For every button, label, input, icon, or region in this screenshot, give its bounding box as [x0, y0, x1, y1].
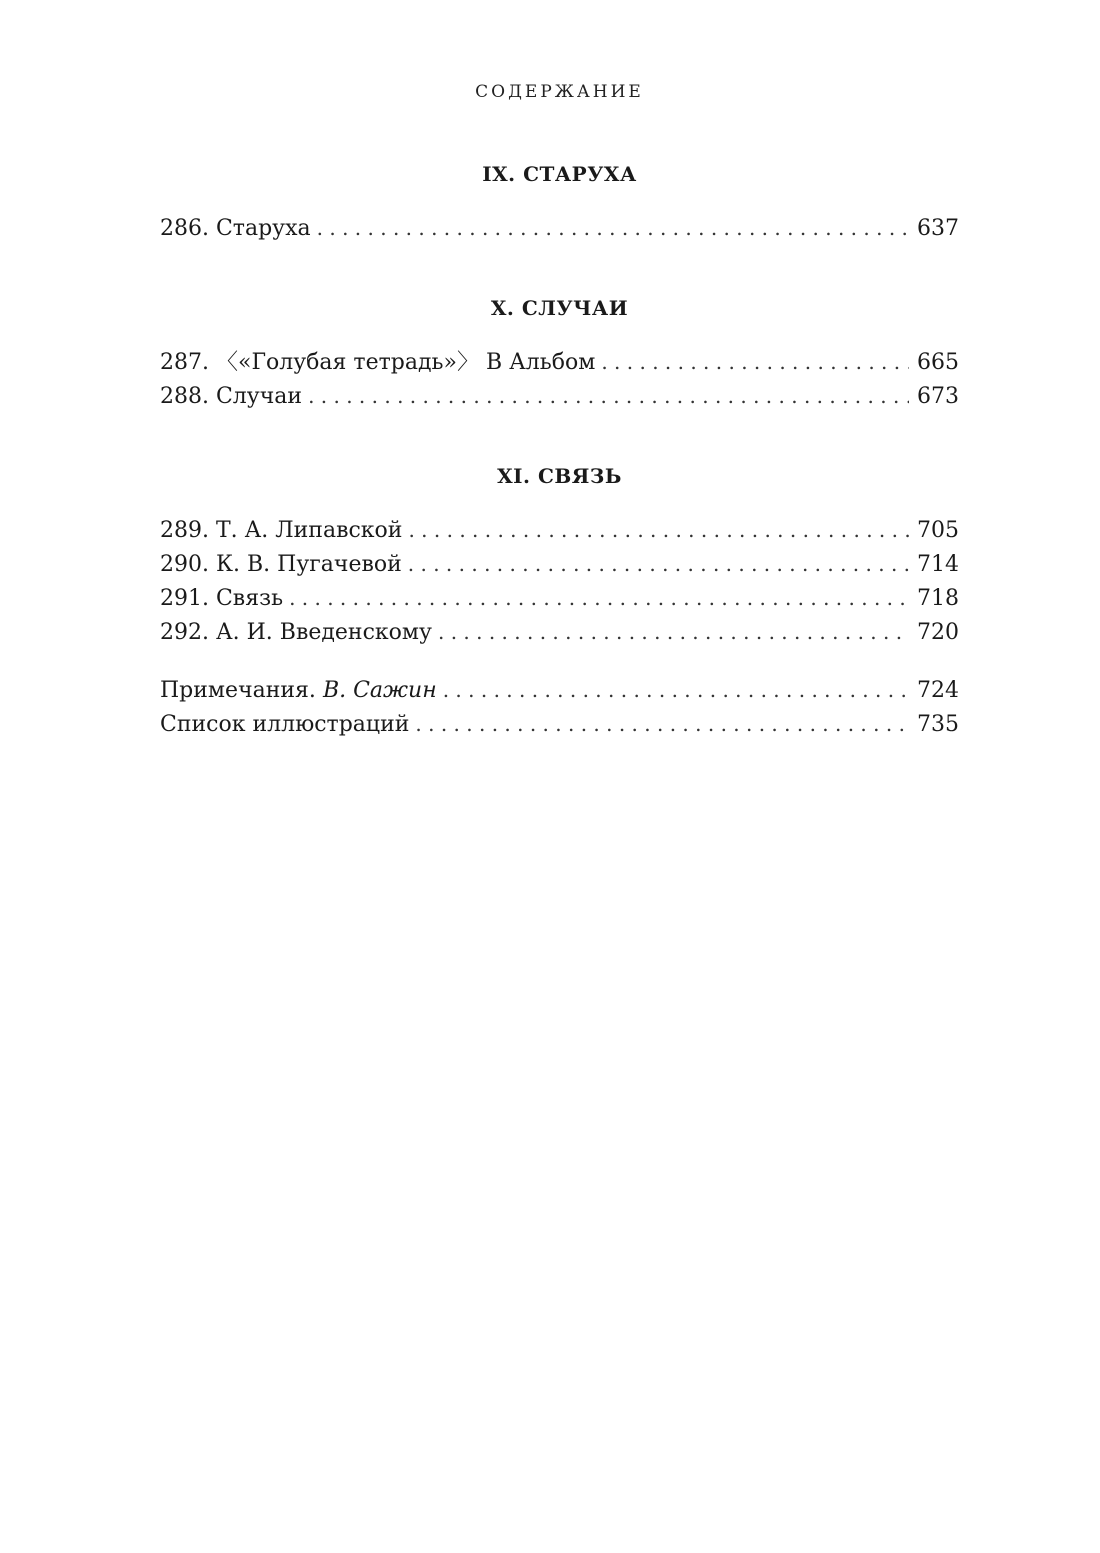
dot-leader — [408, 514, 909, 546]
notes-label: Примечания. — [160, 678, 316, 703]
dot-leader — [438, 616, 909, 648]
toc-entry[interactable] — [160, 380, 959, 412]
section-title: IX. СТАРУХА — [482, 162, 637, 186]
toc-entry[interactable] — [160, 582, 959, 614]
toc-entry[interactable] — [160, 212, 959, 244]
section-title: XI. СВЯЗЬ — [497, 464, 622, 488]
dot-leader — [415, 708, 909, 740]
toc-entry-title: 290. К. В. Пугачевой — [160, 552, 402, 577]
toc-entry-title — [160, 675, 443, 707]
dot-leader — [443, 674, 909, 706]
dot-leader — [408, 548, 909, 580]
section-title: X. СЛУЧАИ — [490, 296, 629, 320]
toc-entry-page: 718 — [917, 586, 959, 611]
notes-author: В. Сажин — [322, 678, 437, 703]
toc-entry-page: 665 — [917, 350, 959, 375]
toc-entry[interactable] — [160, 616, 959, 648]
toc-entry-title: 289. Т. А. Липавской — [160, 518, 403, 543]
toc-entry[interactable] — [160, 346, 959, 378]
dot-leader — [317, 212, 909, 244]
toc-entry-title: Список иллюстраций — [160, 712, 410, 737]
toc-entry-title: 291. Связь — [160, 586, 284, 611]
toc-entry-page: 724 — [917, 678, 959, 703]
toc-entry-page: 637 — [917, 216, 959, 241]
toc-entry-title: 292. А. И. Введенскому — [160, 620, 432, 645]
toc-entry-title: 288. Случаи — [160, 384, 303, 409]
toc-entry[interactable] — [160, 514, 959, 546]
dot-leader — [289, 582, 909, 614]
toc-entry-notes[interactable] — [160, 674, 959, 706]
toc-entry-illustrations[interactable] — [160, 708, 959, 740]
toc-entry-page: 714 — [917, 552, 959, 577]
toc-entry[interactable] — [160, 548, 959, 580]
dot-leader — [601, 346, 909, 378]
toc-entry-page: 720 — [917, 620, 959, 645]
toc-entry-page: 705 — [917, 518, 959, 543]
dot-leader — [308, 380, 909, 412]
toc-entry-page: 673 — [917, 384, 959, 409]
toc-entry-page: 735 — [917, 712, 959, 737]
running-head: СОДЕРЖАНИЕ — [475, 82, 644, 102]
toc-entry-title: 286. Старуха — [160, 216, 311, 241]
toc-entry-title: 287. 〈«Голубая тетрадь»〉 В Альбом — [160, 350, 596, 375]
